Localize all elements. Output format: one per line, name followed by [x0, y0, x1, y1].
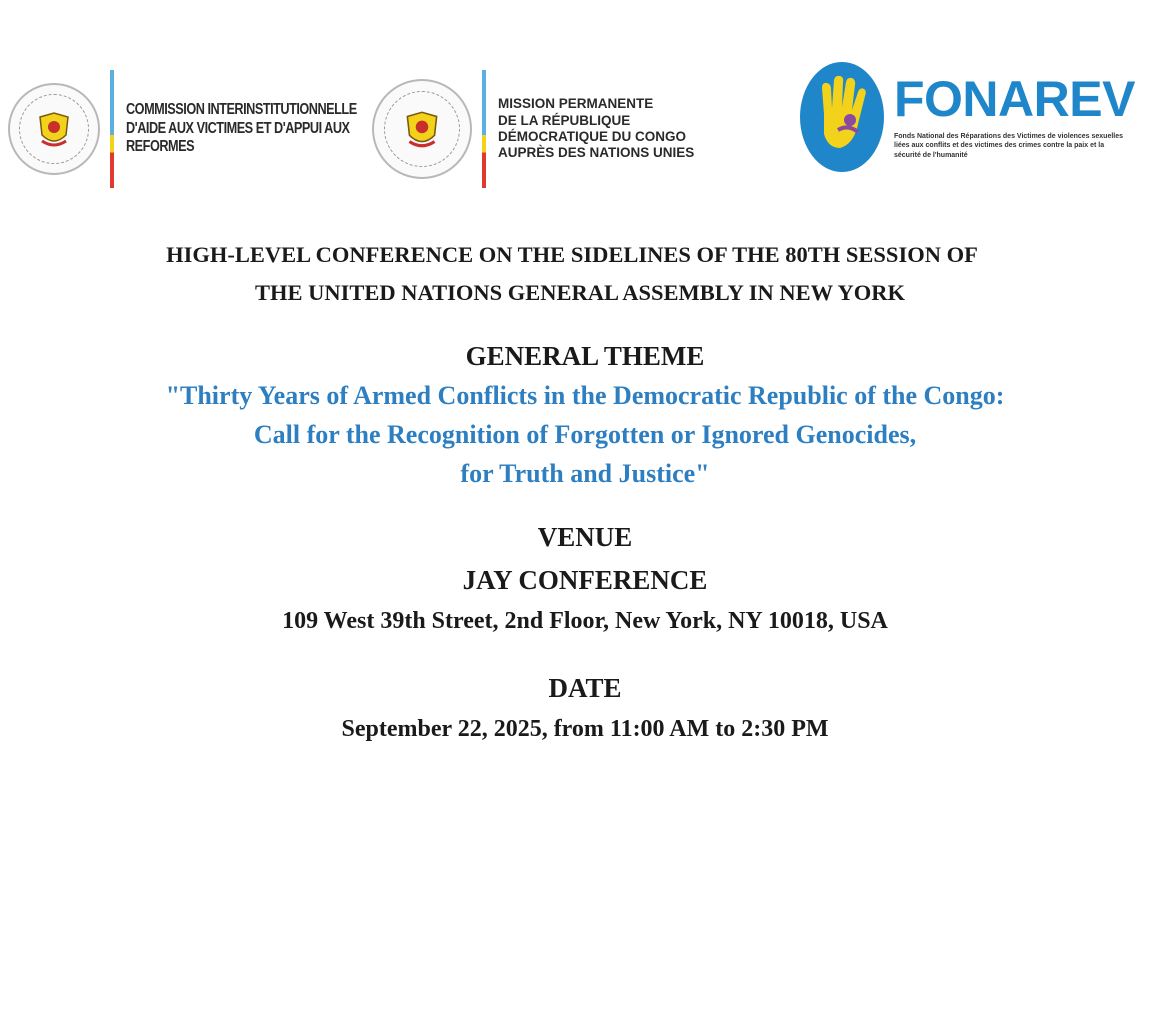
- commission-name-line: D'AIDE AUX VICTIMES ET D'APPUI AUX: [126, 119, 350, 137]
- fonarev-logo-block: [800, 62, 1135, 172]
- event-details: [0, 236, 1170, 749]
- theme-label: GENERAL THEME: [465, 341, 705, 371]
- flag-divider: [482, 70, 486, 188]
- mission-name-line: DE LA RÉPUBLIQUE: [498, 112, 631, 128]
- fonarev-title: FONAREV: [894, 71, 1135, 128]
- date-value: September 22, 2025, from 11:00 AM to 2:30 PM: [341, 716, 829, 742]
- venue-name: JAY CONFERENCE: [462, 565, 708, 595]
- theme-text: [0, 376, 1170, 493]
- commission-name: [126, 101, 357, 158]
- mission-logo-block: [372, 70, 694, 188]
- commission-name-line: REFORMES: [126, 138, 195, 156]
- presidency-seal-icon: [8, 83, 100, 175]
- date-label: DATE: [548, 673, 622, 703]
- mission-name-line: MISSION PERMANENTE: [498, 96, 654, 112]
- government-seal-icon: [372, 79, 472, 179]
- logo-header: [0, 62, 1170, 197]
- theme-line: for Truth and Justice": [460, 459, 710, 488]
- theme-line: Call for the Recognition of Forgotten or Ignored Genocides,: [253, 420, 917, 449]
- mission-name: [498, 96, 694, 162]
- mission-name-line: DÉMOCRATIQUE DU CONGO: [498, 129, 686, 144]
- commission-name-line: COMMISSION INTERINSTITUTIONNELLE: [126, 100, 357, 118]
- theme-line: "Thirty Years of Armed Conflicts in the Democratic Republic of the Congo:: [165, 381, 1005, 410]
- venue-label: VENUE: [537, 522, 633, 552]
- fonarev-hand-icon: [800, 62, 884, 172]
- fonarev-subtitle: Fonds National des Réparations des Victimes de violences sexuelles liées aux conflits et des victimes des crimes contre la paix et la sécurité de l'humanité: [894, 133, 1124, 159]
- headline-line: THE UNITED NATIONS GENERAL ASSEMBLY IN NEW YORK: [255, 280, 905, 305]
- flag-divider: [110, 70, 114, 188]
- conference-headline: [0, 236, 1170, 312]
- mission-name-line: AUPRÈS DES NATIONS UNIES: [498, 145, 695, 161]
- headline-line: HIGH-LEVEL CONFERENCE ON THE SIDELINES OF THE 80TH SESSION OF: [166, 242, 978, 267]
- commission-logo-block: [8, 70, 407, 188]
- venue-address: 109 West 39th Street, 2nd Floor, New York, NY 10018, USA: [282, 608, 888, 634]
